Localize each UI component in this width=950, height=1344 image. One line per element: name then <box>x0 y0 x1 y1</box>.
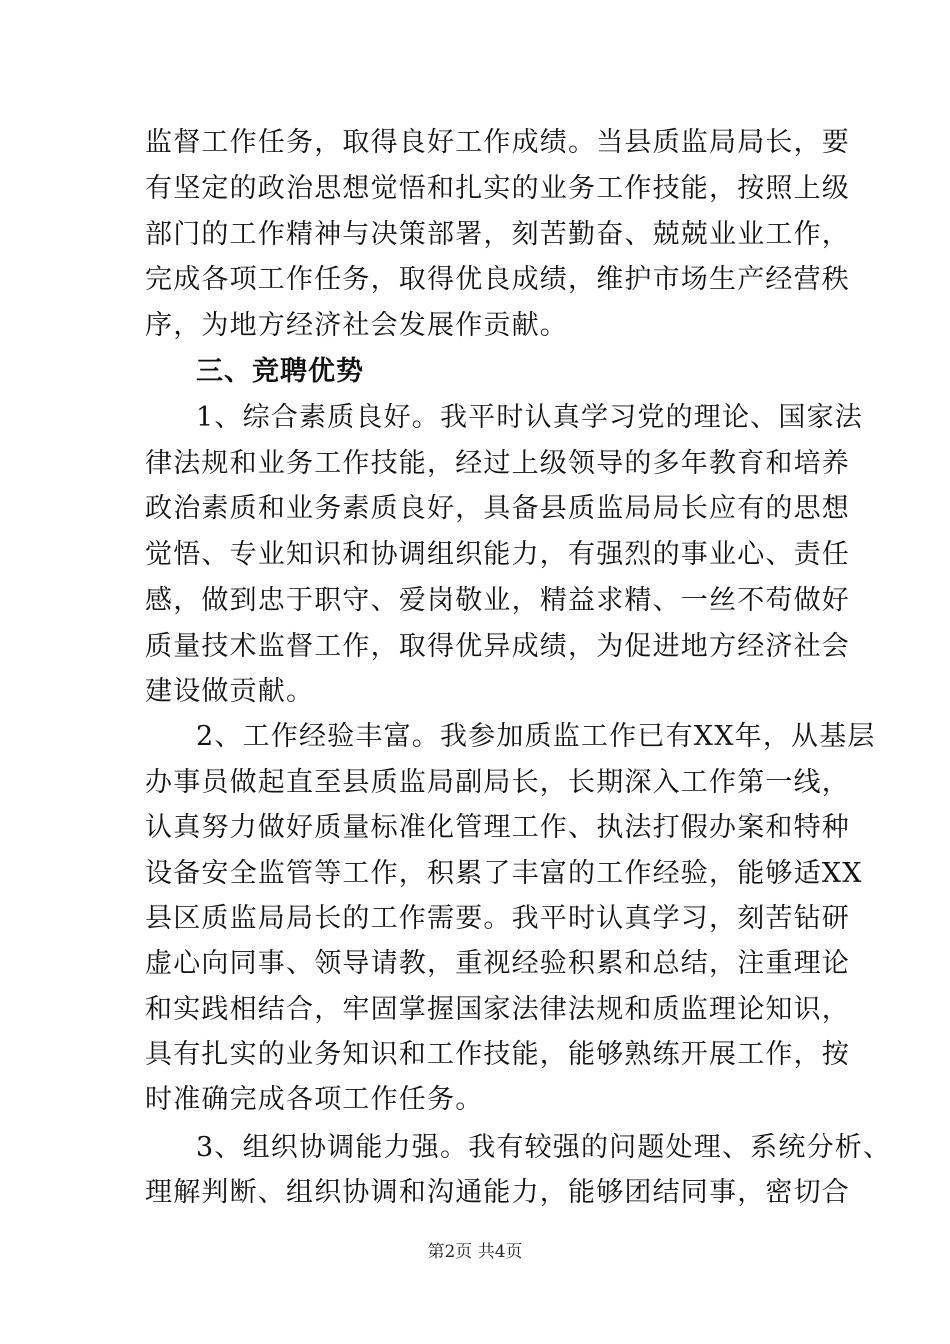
page-footer: 第2页 共4页 <box>427 1242 523 1262</box>
body-text-line: 时准确完成各项工作任务。 <box>145 1084 484 1115</box>
paragraph-first-line: 1、综合素质良好。我平时认真学习党的理论、国家法 <box>196 402 863 433</box>
body-text-line: 部门的工作精神与决策部署，刻苦勤奋、兢兢业业工作， <box>145 219 850 250</box>
body-text-line: 和实践相结合，牢固掌握国家法律法规和质监理论知识， <box>145 994 850 1025</box>
body-text-line: 政治素质和业务素质良好，具备县质监局局长应有的思想 <box>145 493 850 524</box>
body-text-line: 有坚定的政治思想觉悟和扎实的业务工作技能，按照上级 <box>145 173 850 204</box>
body-text-line: 建设做贡献。 <box>145 676 315 707</box>
body-text-line: 虚心向同事、领导请教，重视经验积累和总结，注重理论 <box>145 948 850 979</box>
body-text-line: 完成各项工作任务，取得优良成绩，维护市场生产经营秩 <box>145 264 850 295</box>
body-text-line: 设备安全监管等工作，积累了丰富的工作经验，能够适XX <box>145 858 863 889</box>
body-text-line: 县区质监局局长的工作需要。我平时认真学习，刻苦钻研 <box>145 903 850 934</box>
body-text-line: 感，做到忠于职守、爱岗敬业，精益求精、一丝不苟做好 <box>145 585 850 616</box>
body-text-line: 认真努力做好质量标准化管理工作、执法打假办案和特种 <box>145 812 850 843</box>
paragraph-first-line: 2、工作经验丰富。我参加质监工作已有XX年，从基层 <box>196 721 876 752</box>
body-text-line: 办事员做起直至县质监局副局长，长期深入工作第一线， <box>145 767 850 798</box>
body-text-line: 觉悟、专业知识和协调组织能力，有强烈的事业心、责任 <box>145 539 850 570</box>
body-text-line: 质量技术监督工作，取得优异成绩，为促进地方经济社会 <box>145 631 850 662</box>
body-text-line: 律法规和业务工作技能，经过上级领导的多年教育和培养 <box>145 448 850 479</box>
section-heading: 三、竞聘优势 <box>196 356 364 387</box>
body-text-line: 具有扎实的业务知识和工作技能，能够熟练开展工作，按 <box>145 1039 850 1070</box>
body-text-line: 理解判断、组织协调和沟通能力，能够团结同事，密切合 <box>145 1177 850 1208</box>
body-text-line: 监督工作任务，取得良好工作成绩。当县质监局局长，要 <box>145 127 850 158</box>
paragraph-first-line: 3、组织协调能力强。我有较强的问题处理、系统分析、 <box>196 1132 892 1163</box>
body-text-line: 序，为地方经济社会发展作贡献。 <box>145 310 568 341</box>
